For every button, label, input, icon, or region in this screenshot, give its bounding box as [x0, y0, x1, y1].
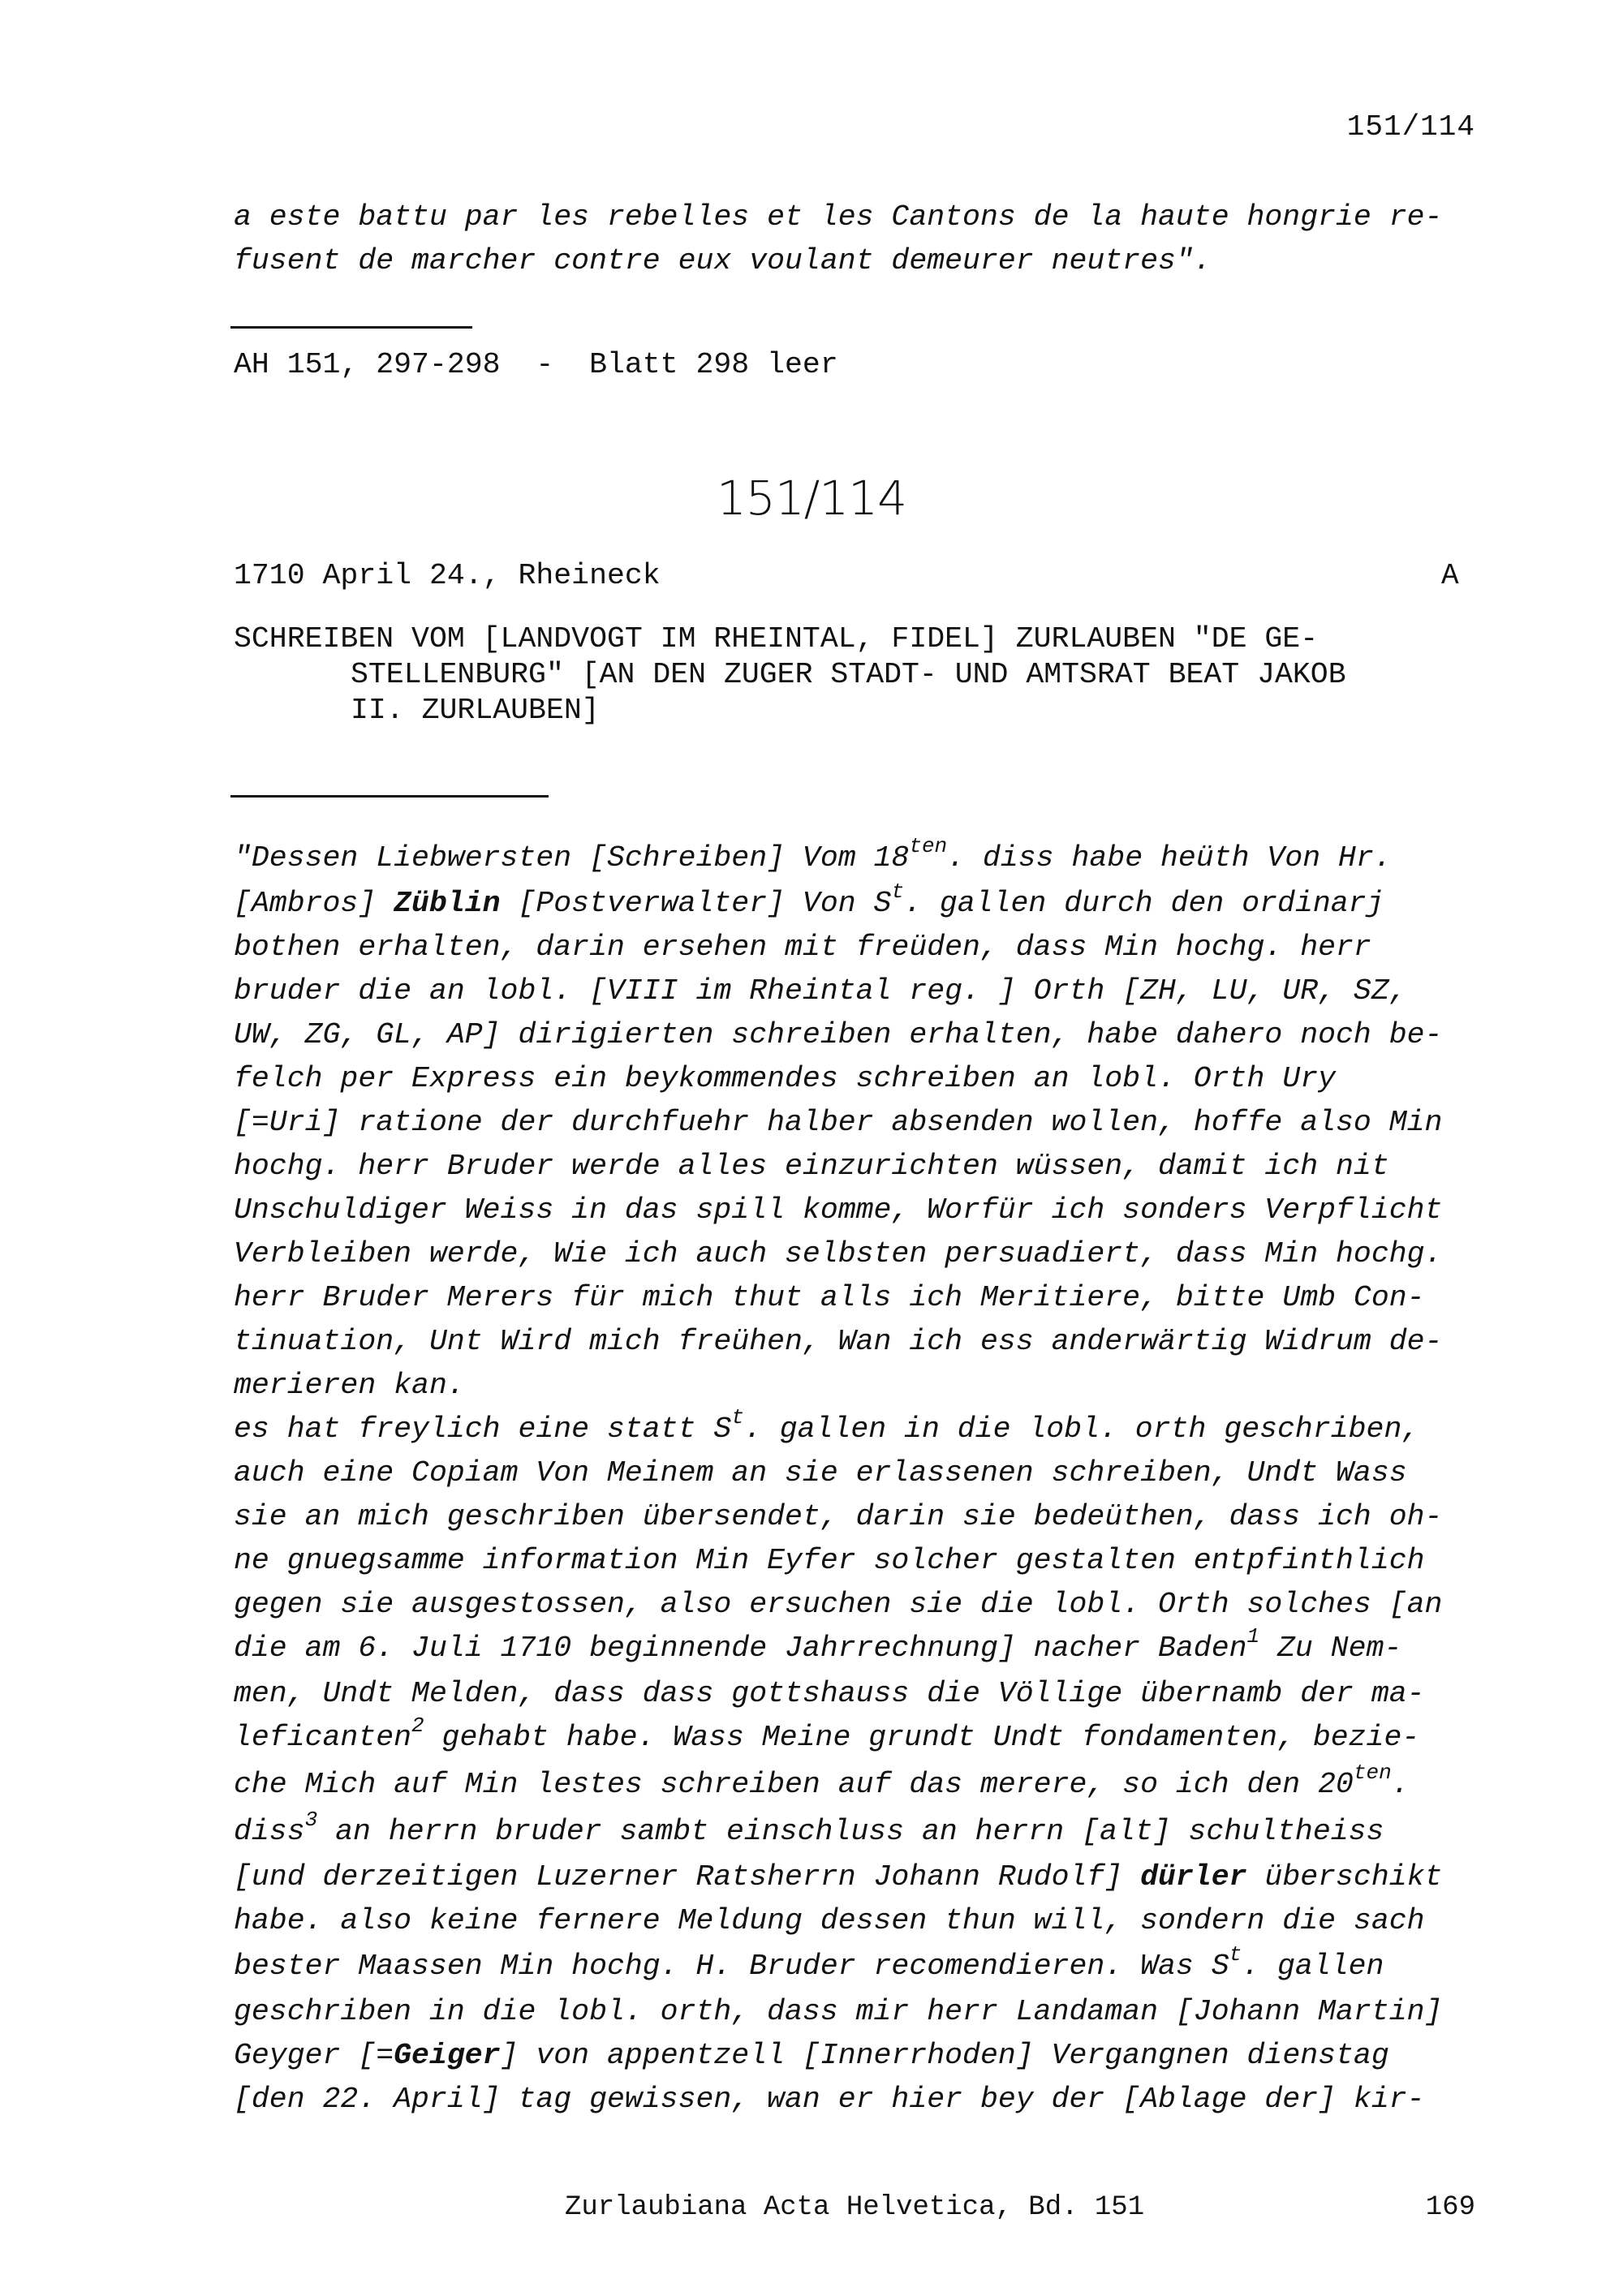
body-line: bruder die an lobl. [VIII im Rheintal reg. ] Orth [ZH, LU, UR, SZ,	[234, 974, 1407, 1008]
body-line: "Dessen Liebwersten [Schreiben] Vom $18^{ten}$. diss habe heüth Von Hr.	[234, 833, 1392, 875]
entry-date-place: 1710 April 24., Rheineck	[234, 559, 661, 592]
separator-rule	[230, 326, 472, 329]
body-line: bothen erhalten, darin ersehen mit freüden, dass Min hochg. herr	[234, 931, 1371, 964]
body-line: Verbleiben werde, Wie ich auch selbsten persuadiert, dass Min hochg.	[234, 1237, 1443, 1271]
body-line: tinuation, Unt Wird mich freühen, Wan ich ess anderwärtig Widrum de-	[234, 1325, 1443, 1358]
body-line: [=Uri] ratione der durchfuehr halber absenden wollen, hoffe also Min	[234, 1106, 1443, 1139]
body-line: geschriben in die lobl. orth, dass mir herr Landaman [Johann Martin]	[234, 1995, 1443, 2028]
footer-title: Zurlaubiana Acta Helvetica, Bd. 151	[565, 2192, 1145, 2223]
source-note: AH 151, 297-298 - Blatt 298 leer	[234, 348, 838, 381]
name-zueblin: Züblin	[394, 887, 501, 920]
body-line: gegen sie ausgestossen, also ersuchen sie die lobl. Orth solches [an	[234, 1588, 1443, 1621]
body-line: che Mich auf Min lestes schreiben auf das merere, so ich den $20^{ten}$.	[234, 1760, 1410, 1801]
body-line: diss$^3$ an herrn bruder sambt einschluss an herrn [alt] schultheiss	[234, 1807, 1384, 1848]
body-line: hochg. herr Bruder werde alles einzurichten wüssen, damit ich nit	[234, 1150, 1389, 1183]
page-number-top: 151/114	[1346, 110, 1475, 144]
body-line: ne gnuegsamme information Min Eyfer solcher gestalten entpfinthlich	[234, 1544, 1425, 1577]
entry-marker: A	[1441, 559, 1459, 592]
body-line: herr Bruder Merers für mich thut alls ich Meritiere, bitte Umb Con-	[234, 1281, 1425, 1314]
body-line: es hat freylich eine statt $S^t$. gallen in die lobl. orth geschriben,	[234, 1404, 1420, 1446]
entry-title-line: STELLENBURG" [AN DEN ZUGER STADT- UND AMTSRAT BEAT JAKOB	[351, 658, 1346, 691]
footnote-ref-3: 3	[304, 1807, 318, 1832]
entry-title-line: SCHREIBEN VOM [LANDVOGT IM RHEINTAL, FIDEL] ZURLAUBEN "DE GE-	[234, 622, 1319, 656]
body-line: leficanten$^2$ gehabt habe. Wass Meine grundt Undt fondamenten, bezie-	[234, 1713, 1420, 1754]
body-line: [Ambros] Züblin [Postverwalter] Von $S^t$. gallen durch den ordinarj	[234, 879, 1384, 920]
body-line: [und derzeitigen Luzerner Ratsherrn Johann Rudolf] dürler überschikt	[234, 1860, 1443, 1894]
body-line: Unschuldiger Weiss in das spill komme, Worfür ich sonders Verpflicht	[234, 1193, 1443, 1227]
body-line: Geyger [=Geiger] von appentzell [Innerrhoden] Vergangnen dienstag	[234, 2039, 1389, 2072]
footnote-ref-1: 1	[1246, 1623, 1260, 1649]
footnote-ref-2: 2	[411, 1713, 424, 1738]
entry-title-line: II. ZURLAUBEN]	[351, 694, 600, 727]
body-line: UW, ZG, GL, AP] dirigierten schreiben erhalten, habe dahero noch be-	[234, 1018, 1443, 1051]
name-geiger: Geiger	[394, 2039, 501, 2072]
entry-heading: 151/114	[717, 471, 906, 526]
body-line: auch eine Copiam Von Meinem an sie erlassenen schreiben, Undt Wass	[234, 1456, 1407, 1490]
previous-entry-line: a este battu par les rebelles et les Cantons de la haute hongrie re-	[234, 200, 1443, 234]
name-duerler: dürler	[1140, 1860, 1247, 1894]
body-line: felch per Express ein beykommendes schreiben an lobl. Orth Ury	[234, 1062, 1337, 1095]
previous-entry-line: fusent de marcher contre eux voulant demeurer neutres".	[234, 244, 1212, 277]
body-line: habe. also keine fernere Meldung dessen thun will, sondern die sach	[234, 1904, 1425, 1937]
body-line: merieren kan.	[234, 1369, 465, 1402]
separator-rule	[230, 795, 549, 798]
body-line: bester Maassen Min hochg. H. Bruder recomendieren. Was $S^t$. gallen	[234, 1941, 1384, 1983]
footer-page-number: 169	[1425, 2192, 1475, 2223]
body-line: sie an mich geschriben übersendet, darin sie bedeüthen, dass ich oh-	[234, 1500, 1443, 1533]
body-line: men, Undt Melden, dass dass gottshauss die Völlige übernamb der ma-	[234, 1677, 1425, 1710]
body-line: [den 22. April] tag gewissen, wan er hier bey der [Ablage der] kir-	[234, 2083, 1425, 2116]
body-line: die am 6. Juli 1710 beginnende Jahrrechnung] nacher Baden$^1$ Zu Nem-	[234, 1623, 1402, 1665]
